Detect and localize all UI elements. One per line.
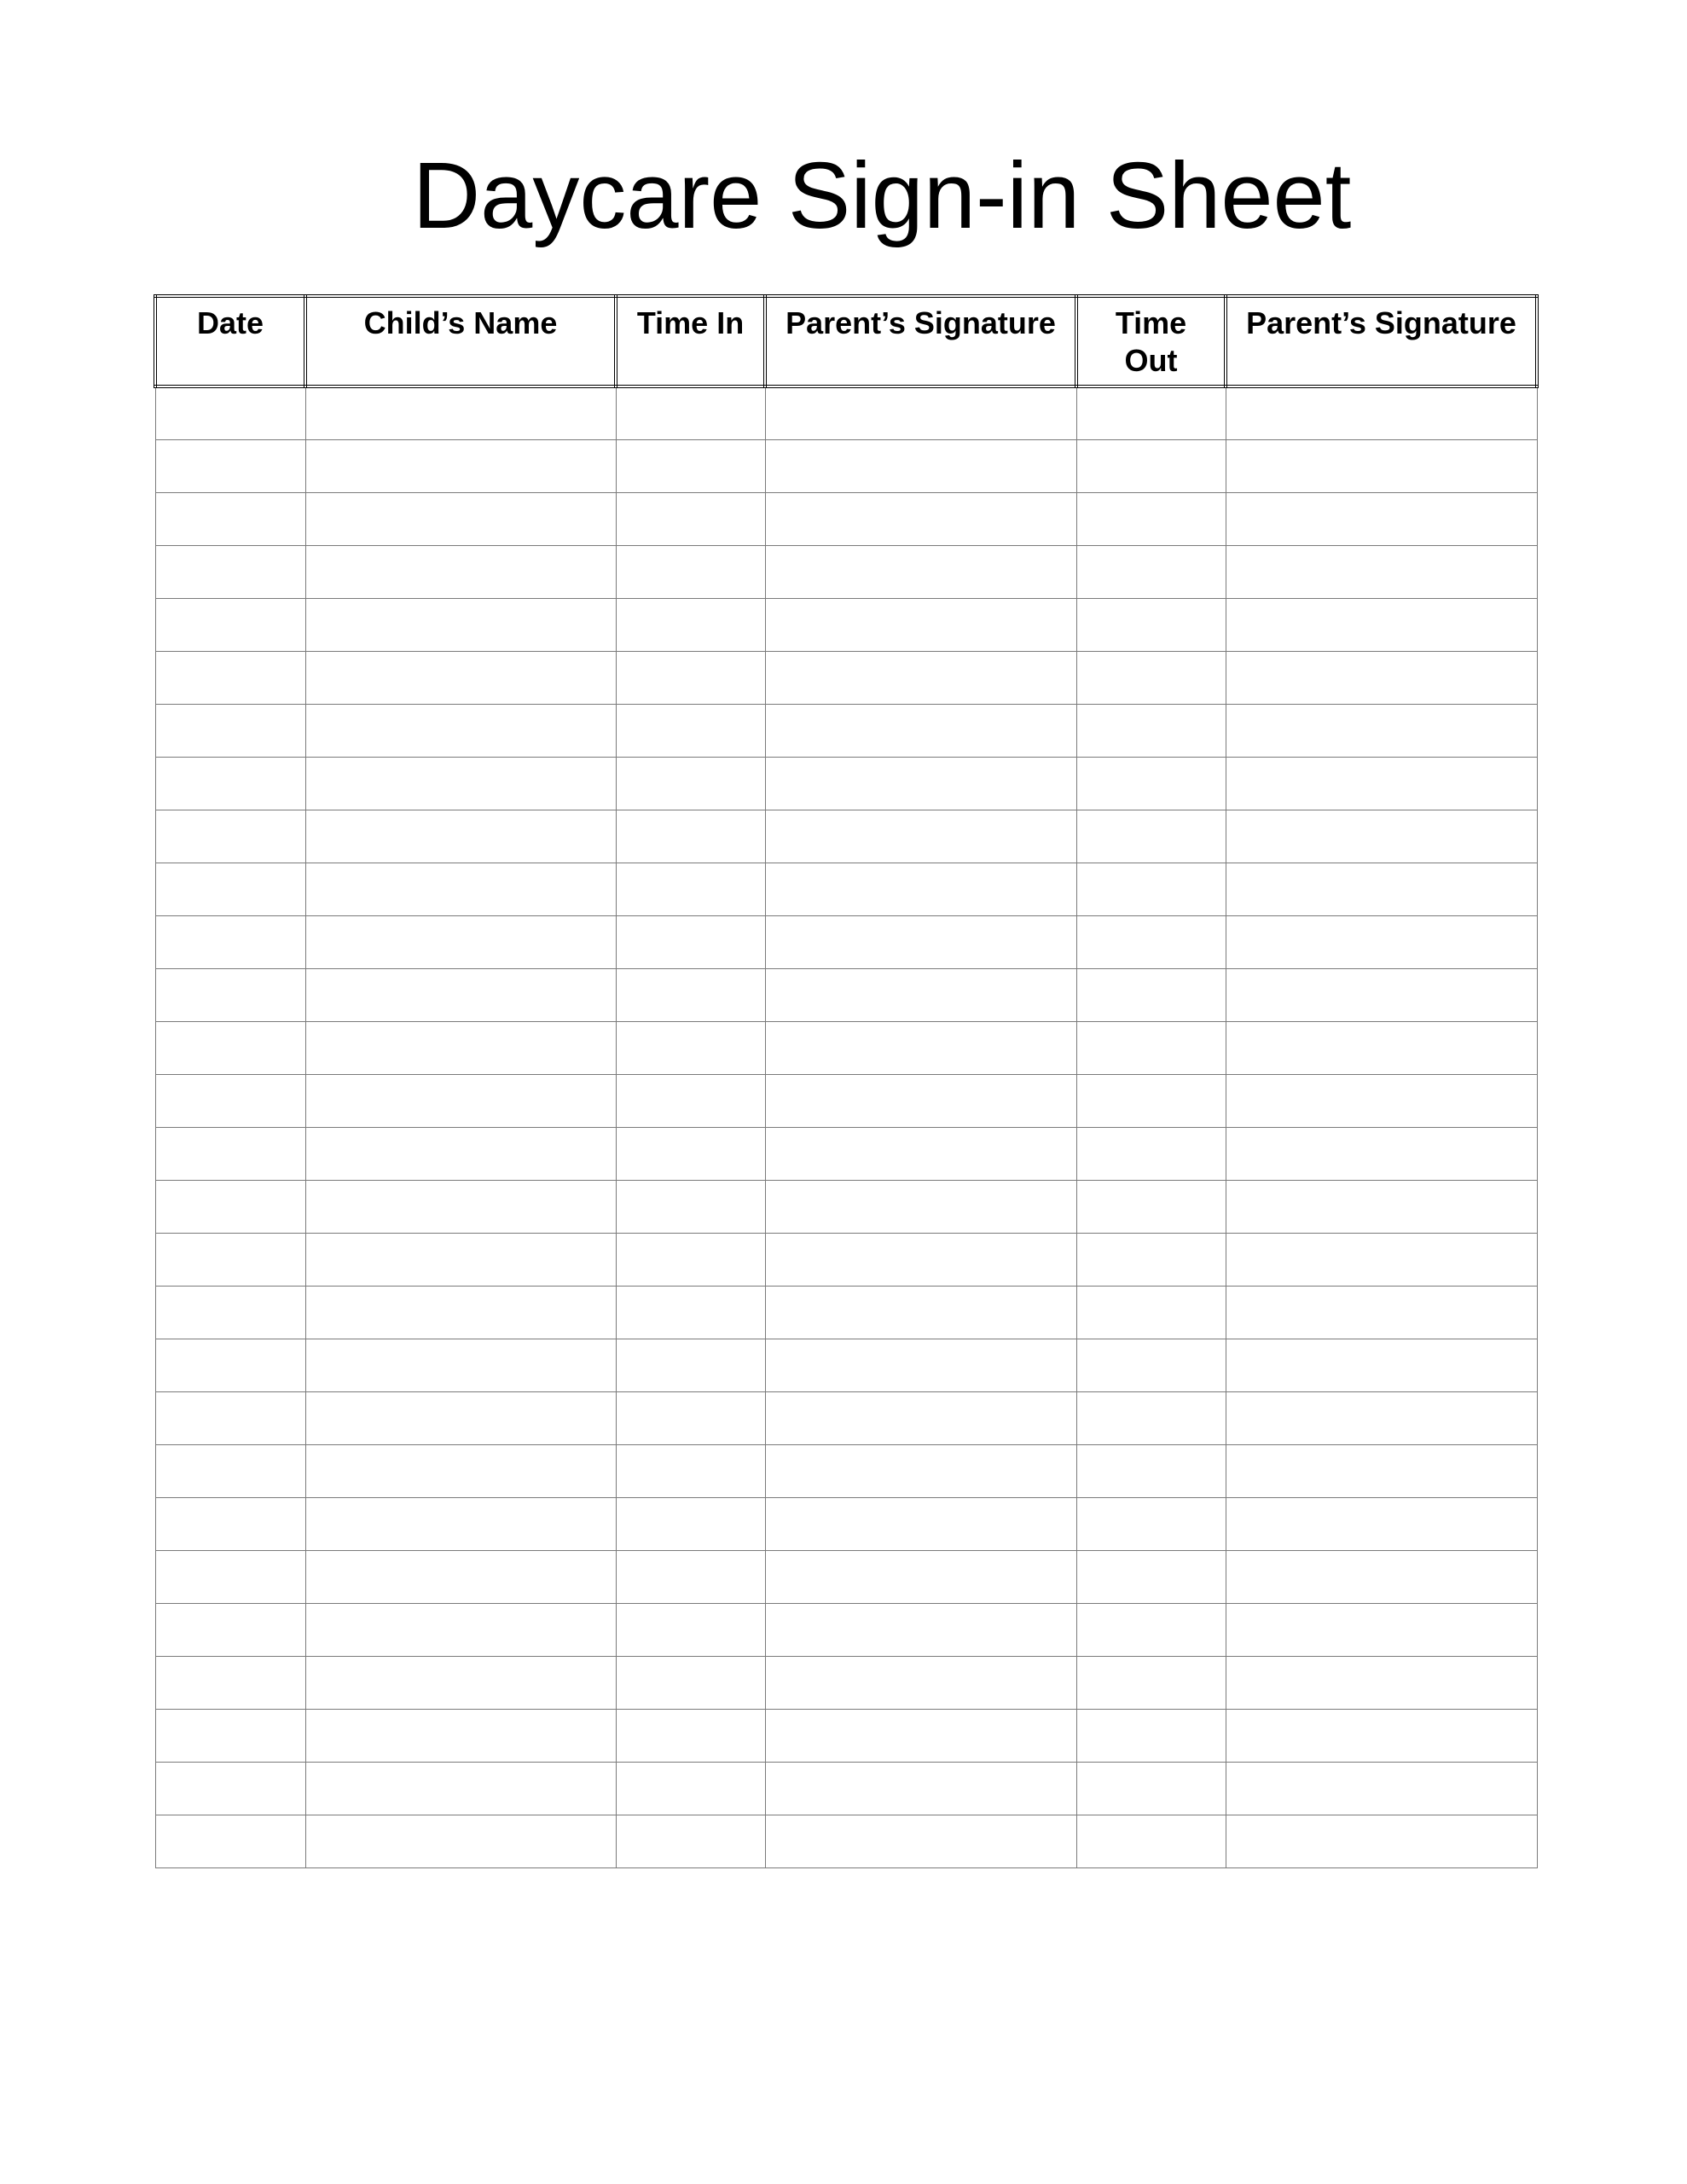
cell-child-name[interactable] — [305, 1815, 616, 1867]
cell-child-name[interactable] — [305, 810, 616, 863]
cell-date[interactable] — [155, 863, 305, 915]
table-body — [155, 386, 1537, 1867]
cell-time-out[interactable] — [1076, 1444, 1226, 1497]
column-header-time-out: Time Out — [1076, 296, 1226, 386]
cell-parent-signature-in[interactable] — [765, 1074, 1076, 1127]
cell-date[interactable] — [155, 1815, 305, 1867]
cell-parent-signature-in[interactable] — [765, 1444, 1076, 1497]
cell-child-name[interactable] — [305, 598, 616, 651]
cell-time-out[interactable] — [1076, 439, 1226, 492]
table-row — [155, 1444, 1537, 1497]
cell-time-out[interactable] — [1076, 1339, 1226, 1391]
cell-time-out[interactable] — [1076, 1286, 1226, 1339]
table-row — [155, 1603, 1537, 1656]
header-row — [155, 296, 1537, 386]
cell-date[interactable] — [155, 1709, 305, 1762]
cell-parent-signature-in[interactable] — [765, 968, 1076, 1021]
table-row — [155, 757, 1537, 810]
table-row — [155, 1391, 1537, 1444]
cell-parent-signature-in[interactable] — [765, 439, 1076, 492]
table-row — [155, 386, 1537, 439]
cell-time-out[interactable] — [1076, 1021, 1226, 1074]
cell-parent-signature-out[interactable] — [1226, 598, 1537, 651]
cell-parent-signature-in[interactable] — [765, 386, 1076, 439]
table-row — [155, 863, 1537, 915]
cell-date[interactable] — [155, 968, 305, 1021]
cell-parent-signature-in[interactable] — [765, 492, 1076, 545]
cell-parent-signature-out[interactable] — [1226, 1709, 1537, 1762]
cell-parent-signature-out[interactable] — [1226, 492, 1537, 545]
sign-in-table — [154, 294, 1539, 1868]
cell-child-name[interactable] — [305, 1391, 616, 1444]
cell-parent-signature-in[interactable] — [765, 863, 1076, 915]
cell-parent-signature-in[interactable] — [765, 1656, 1076, 1709]
column-header-child-name: Child’s Name — [305, 296, 616, 386]
table-row — [155, 1180, 1537, 1233]
cell-time-in[interactable] — [616, 968, 765, 1021]
cell-parent-signature-in[interactable] — [765, 1815, 1076, 1867]
cell-child-name[interactable] — [305, 915, 616, 968]
cell-parent-signature-out[interactable] — [1226, 1603, 1537, 1656]
cell-date[interactable] — [155, 1233, 305, 1286]
cell-child-name[interactable] — [305, 1444, 616, 1497]
cell-time-out[interactable] — [1076, 492, 1226, 545]
cell-time-out[interactable] — [1076, 968, 1226, 1021]
table-row — [155, 1233, 1537, 1286]
cell-parent-signature-out[interactable] — [1226, 1180, 1537, 1233]
cell-parent-signature-out[interactable] — [1226, 1656, 1537, 1709]
cell-child-name[interactable] — [305, 1339, 616, 1391]
cell-date[interactable] — [155, 810, 305, 863]
cell-parent-signature-out[interactable] — [1226, 439, 1537, 492]
table-row — [155, 968, 1537, 1021]
cell-time-in[interactable] — [616, 1339, 765, 1391]
cell-time-in[interactable] — [616, 439, 765, 492]
cell-date[interactable] — [155, 1074, 305, 1127]
cell-time-in[interactable] — [616, 1656, 765, 1709]
cell-child-name[interactable] — [305, 968, 616, 1021]
cell-time-in[interactable] — [616, 915, 765, 968]
cell-time-in[interactable] — [616, 1497, 765, 1550]
table-row — [155, 598, 1537, 651]
cell-child-name[interactable] — [305, 1074, 616, 1127]
cell-child-name[interactable] — [305, 439, 616, 492]
cell-parent-signature-in[interactable] — [765, 915, 1076, 968]
cell-time-in[interactable] — [616, 1074, 765, 1127]
cell-parent-signature-in[interactable] — [765, 1709, 1076, 1762]
cell-date[interactable] — [155, 1180, 305, 1233]
cell-time-in[interactable] — [616, 1180, 765, 1233]
cell-date[interactable] — [155, 439, 305, 492]
cell-date[interactable] — [155, 1286, 305, 1339]
cell-parent-signature-out[interactable] — [1226, 1815, 1537, 1867]
cell-date[interactable] — [155, 598, 305, 651]
cell-date[interactable] — [155, 1550, 305, 1603]
cell-parent-signature-out[interactable] — [1226, 651, 1537, 704]
cell-time-in[interactable] — [616, 810, 765, 863]
cell-parent-signature-in[interactable] — [765, 1762, 1076, 1815]
cell-parent-signature-in[interactable] — [765, 598, 1076, 651]
cell-time-in[interactable] — [616, 1391, 765, 1444]
cell-parent-signature-in[interactable] — [765, 651, 1076, 704]
table-row — [155, 810, 1537, 863]
cell-date[interactable] — [155, 492, 305, 545]
cell-child-name[interactable] — [305, 704, 616, 757]
cell-child-name[interactable] — [305, 545, 616, 598]
cell-time-in[interactable] — [616, 386, 765, 439]
cell-parent-signature-in[interactable] — [765, 1233, 1076, 1286]
cell-time-out[interactable] — [1076, 1656, 1226, 1709]
table-row — [155, 1497, 1537, 1550]
table-row — [155, 1762, 1537, 1815]
table-row — [155, 1656, 1537, 1709]
cell-parent-signature-in[interactable] — [765, 1497, 1076, 1550]
cell-parent-signature-out[interactable] — [1226, 915, 1537, 968]
cell-time-out[interactable] — [1076, 1762, 1226, 1815]
cell-time-out[interactable] — [1076, 1497, 1226, 1550]
cell-child-name[interactable] — [305, 757, 616, 810]
column-header-date: Date — [155, 296, 305, 386]
cell-parent-signature-out[interactable] — [1226, 863, 1537, 915]
cell-date[interactable] — [155, 386, 305, 439]
table-row — [155, 1339, 1537, 1391]
cell-child-name[interactable] — [305, 1180, 616, 1233]
cell-time-in[interactable] — [616, 1815, 765, 1867]
cell-date[interactable] — [155, 1762, 305, 1815]
table-row — [155, 545, 1537, 598]
cell-parent-signature-out[interactable] — [1226, 704, 1537, 757]
cell-time-out[interactable] — [1076, 1391, 1226, 1444]
table-row — [155, 915, 1537, 968]
cell-date[interactable] — [155, 1497, 305, 1550]
cell-parent-signature-out[interactable] — [1226, 1339, 1537, 1391]
table-row — [155, 1709, 1537, 1762]
cell-time-out[interactable] — [1076, 598, 1226, 651]
cell-time-in[interactable] — [616, 1233, 765, 1286]
cell-time-in[interactable] — [616, 704, 765, 757]
cell-time-in[interactable] — [616, 1444, 765, 1497]
cell-time-out[interactable] — [1076, 1180, 1226, 1233]
cell-time-in[interactable] — [616, 1762, 765, 1815]
cell-parent-signature-in[interactable] — [765, 545, 1076, 598]
cell-date[interactable] — [155, 915, 305, 968]
cell-child-name[interactable] — [305, 1709, 616, 1762]
cell-date[interactable] — [155, 1444, 305, 1497]
cell-parent-signature-out[interactable] — [1226, 1391, 1537, 1444]
cell-time-out[interactable] — [1076, 651, 1226, 704]
cell-child-name[interactable] — [305, 492, 616, 545]
cell-time-out[interactable] — [1076, 863, 1226, 915]
cell-parent-signature-in[interactable] — [765, 1391, 1076, 1444]
cell-date[interactable] — [155, 1339, 305, 1391]
table-row — [155, 704, 1537, 757]
cell-child-name[interactable] — [305, 1762, 616, 1815]
cell-date[interactable] — [155, 651, 305, 704]
cell-time-in[interactable] — [616, 863, 765, 915]
cell-time-in[interactable] — [616, 1550, 765, 1603]
cell-time-out[interactable] — [1076, 1603, 1226, 1656]
cell-child-name[interactable] — [305, 1497, 616, 1550]
cell-child-name[interactable] — [305, 1233, 616, 1286]
cell-parent-signature-out[interactable] — [1226, 1127, 1537, 1180]
cell-date[interactable] — [155, 1603, 305, 1656]
cell-time-out[interactable] — [1076, 810, 1226, 863]
cell-time-in[interactable] — [616, 1709, 765, 1762]
cell-date[interactable] — [155, 1391, 305, 1444]
cell-parent-signature-out[interactable] — [1226, 545, 1537, 598]
cell-time-in[interactable] — [616, 1127, 765, 1180]
cell-time-out[interactable] — [1076, 757, 1226, 810]
cell-parent-signature-in[interactable] — [765, 1180, 1076, 1233]
cell-time-in[interactable] — [616, 545, 765, 598]
cell-time-in[interactable] — [616, 1286, 765, 1339]
cell-parent-signature-out[interactable] — [1226, 1233, 1537, 1286]
cell-time-in[interactable] — [616, 651, 765, 704]
cell-parent-signature-in[interactable] — [765, 1339, 1076, 1391]
cell-date[interactable] — [155, 1127, 305, 1180]
cell-time-out[interactable] — [1076, 1815, 1226, 1867]
cell-parent-signature-out[interactable] — [1226, 1074, 1537, 1127]
cell-parent-signature-in[interactable] — [765, 704, 1076, 757]
cell-parent-signature-out[interactable] — [1226, 968, 1537, 1021]
cell-parent-signature-in[interactable] — [765, 810, 1076, 863]
cell-parent-signature-out[interactable] — [1226, 1021, 1537, 1074]
cell-time-in[interactable] — [616, 757, 765, 810]
cell-parent-signature-in[interactable] — [765, 1286, 1076, 1339]
cell-child-name[interactable] — [305, 863, 616, 915]
cell-time-out[interactable] — [1076, 1550, 1226, 1603]
cell-time-out[interactable] — [1076, 1709, 1226, 1762]
table-row — [155, 492, 1537, 545]
cell-parent-signature-in[interactable] — [765, 1021, 1076, 1074]
cell-time-out[interactable] — [1076, 1233, 1226, 1286]
cell-time-out[interactable] — [1076, 386, 1226, 439]
cell-child-name[interactable] — [305, 386, 616, 439]
cell-child-name[interactable] — [305, 1127, 616, 1180]
table-row — [155, 651, 1537, 704]
table-row — [155, 1286, 1537, 1339]
cell-parent-signature-out[interactable] — [1226, 757, 1537, 810]
cell-parent-signature-in[interactable] — [765, 1127, 1076, 1180]
column-header-parent-signature-out: Parent’s Signature — [1226, 296, 1537, 386]
cell-parent-signature-out[interactable] — [1226, 1444, 1537, 1497]
table-row — [155, 1815, 1537, 1867]
cell-time-out[interactable] — [1076, 1127, 1226, 1180]
cell-date[interactable] — [155, 704, 305, 757]
cell-parent-signature-out[interactable] — [1226, 1497, 1537, 1550]
cell-time-in[interactable] — [616, 598, 765, 651]
cell-time-in[interactable] — [616, 1021, 765, 1074]
cell-time-out[interactable] — [1076, 704, 1226, 757]
page-title: Daycare Sign-in Sheet — [412, 143, 1352, 248]
table-row — [155, 1021, 1537, 1074]
cell-child-name[interactable] — [305, 1603, 616, 1656]
cell-child-name[interactable] — [305, 1286, 616, 1339]
cell-parent-signature-out[interactable] — [1226, 1762, 1537, 1815]
column-header-time-in: Time In — [616, 296, 765, 386]
cell-date[interactable] — [155, 1021, 305, 1074]
cell-parent-signature-in[interactable] — [765, 1550, 1076, 1603]
cell-time-in[interactable] — [616, 1603, 765, 1656]
table-row — [155, 1074, 1537, 1127]
cell-parent-signature-in[interactable] — [765, 757, 1076, 810]
cell-date[interactable] — [155, 757, 305, 810]
cell-date[interactable] — [155, 545, 305, 598]
cell-time-in[interactable] — [616, 492, 765, 545]
cell-child-name[interactable] — [305, 1021, 616, 1074]
table-row — [155, 439, 1537, 492]
cell-parent-signature-in[interactable] — [765, 1603, 1076, 1656]
cell-parent-signature-out[interactable] — [1226, 810, 1537, 863]
cell-parent-signature-out[interactable] — [1226, 1550, 1537, 1603]
cell-child-name[interactable] — [305, 651, 616, 704]
cell-child-name[interactable] — [305, 1550, 616, 1603]
table-row — [155, 1127, 1537, 1180]
cell-time-out[interactable] — [1076, 545, 1226, 598]
cell-parent-signature-out[interactable] — [1226, 386, 1537, 439]
cell-child-name[interactable] — [305, 1656, 616, 1709]
table-row — [155, 1550, 1537, 1603]
cell-time-out[interactable] — [1076, 1074, 1226, 1127]
column-header-parent-signature-in: Parent’s Signature — [765, 296, 1076, 386]
cell-date[interactable] — [155, 1656, 305, 1709]
cell-parent-signature-out[interactable] — [1226, 1286, 1537, 1339]
cell-time-out[interactable] — [1076, 915, 1226, 968]
